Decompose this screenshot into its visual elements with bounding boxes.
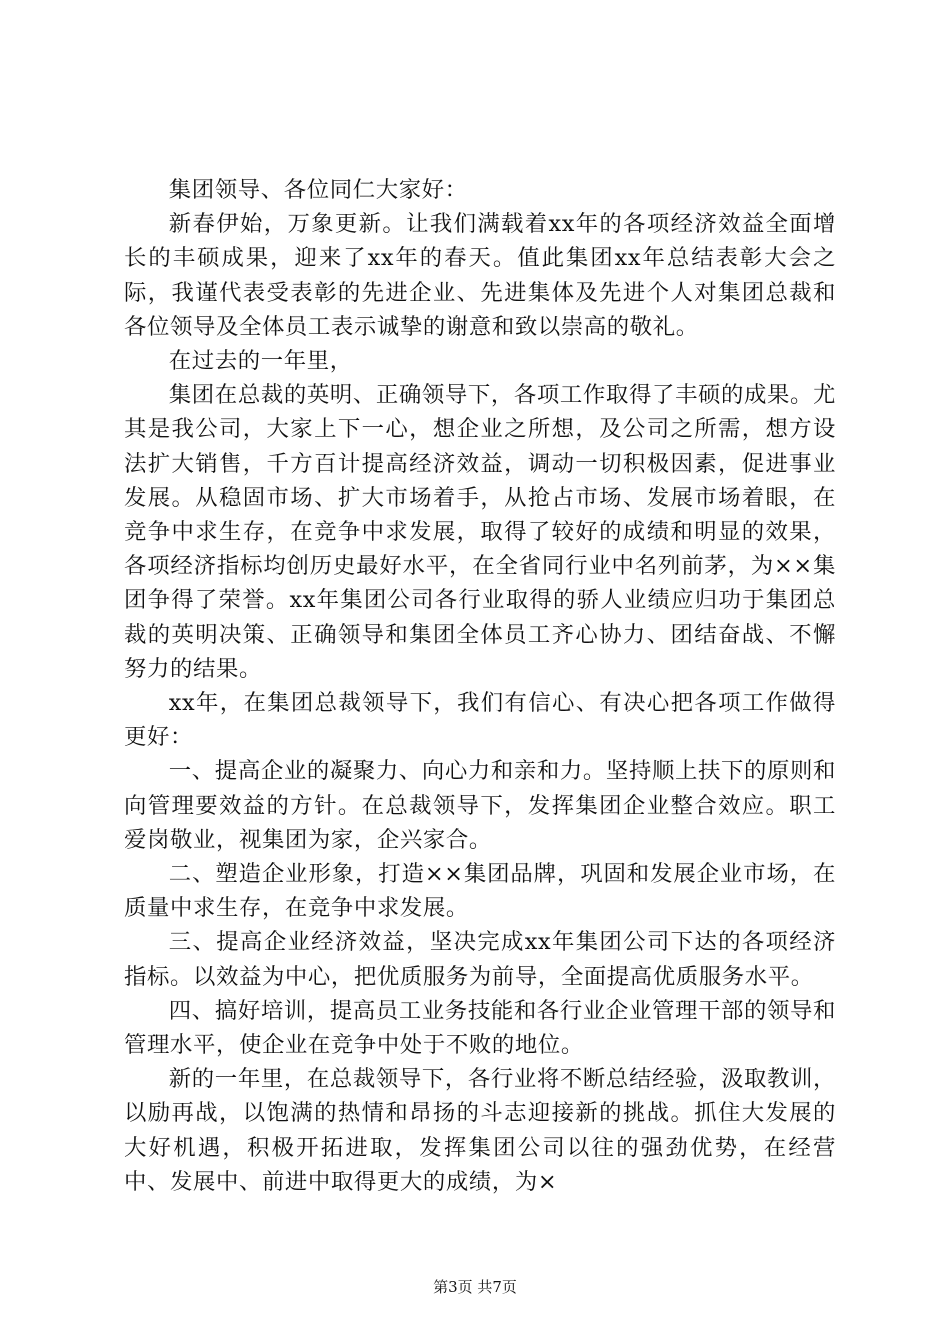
paragraph-new-year-intro: xx年，在集团总裁领导下，我们有信心、有决心把各项工作做得更好： bbox=[124, 690, 836, 751]
paragraph-achievements: 集团在总裁的英明、正确领导下，各项工作取得了丰硕的成果。尤其是我公司，大家上下一心，想企业之所想，及公司之所需，想方设法扩大销售，千方百计提高经济效益，调动一切积极因素，促进事业发展。从稳固市场、扩大市场着手，从抢占市场、发展市场着眼，在竞争中求生存，在竞争中求发展，取得了较好的成绩和明显的效果，各项经济指标均创历史最好水平，在全省同行业中名列前茅，为××集团争得了荣誉。xx年集团公司各行业取得的骄人业绩应归功于集团总裁的英明决策、正确领导和集团全体员工齐心协力、团结奋战、不懈努力的结果。 bbox=[124, 382, 836, 682]
page-number-footer: 第3页 共7页 bbox=[433, 1278, 517, 1296]
paragraph-opening: 新春伊始，万象更新。让我们满载着xx年的各项经济效益全面增长的丰硕成果，迎来了xx年的春天。值此集团xx年总结表彰大会之际，我谨代表受表彰的先进企业、先进集体及先进个人对集团总裁和各位领导及全体员工表示诚挚的谢意和致以崇高的敬礼。 bbox=[124, 211, 836, 340]
paragraph-closing: 新的一年里，在总裁领导下，各行业将不断总结经验，汲取教训，以励再战，以饱满的热情和昂扬的斗志迎接新的挑战。抓住大发展的大好机遇，积极开拓进取，发挥集团公司以往的强劲优势，在经营中、发展中、前进中取得更大的成绩，为× bbox=[124, 1066, 836, 1195]
paragraph-point-three: 三、提高企业经济效益，坚决完成xx年集团公司下达的各项经济指标。以效益为中心，把优质服务为前导，全面提高优质服务水平。 bbox=[124, 929, 836, 990]
paragraph-past-year: 在过去的一年里， bbox=[168, 348, 353, 375]
paragraph-point-four: 四、搞好培训，提高员工业务技能和各行业企业管理干部的领导和管理水平，使企业在竞争中处于不败的地位。 bbox=[124, 997, 836, 1059]
paragraph-point-one: 一、提高企业的凝聚力、向心力和亲和力。坚持顺上扶下的原则和向管理要效益的方针。在总裁领导下，发挥集团企业整合效应。职工爱岗敬业，视集团为家，企兴家合。 bbox=[124, 758, 836, 853]
paragraph-point-two: 二、塑造企业形象，打造××集团品牌，巩固和发展企业市场，在质量中求生存，在竞争中求发展。 bbox=[124, 861, 836, 922]
paragraph-greeting: 集团领导、各位同仁大家好： bbox=[168, 177, 468, 203]
document-body bbox=[124, 173, 836, 1199]
